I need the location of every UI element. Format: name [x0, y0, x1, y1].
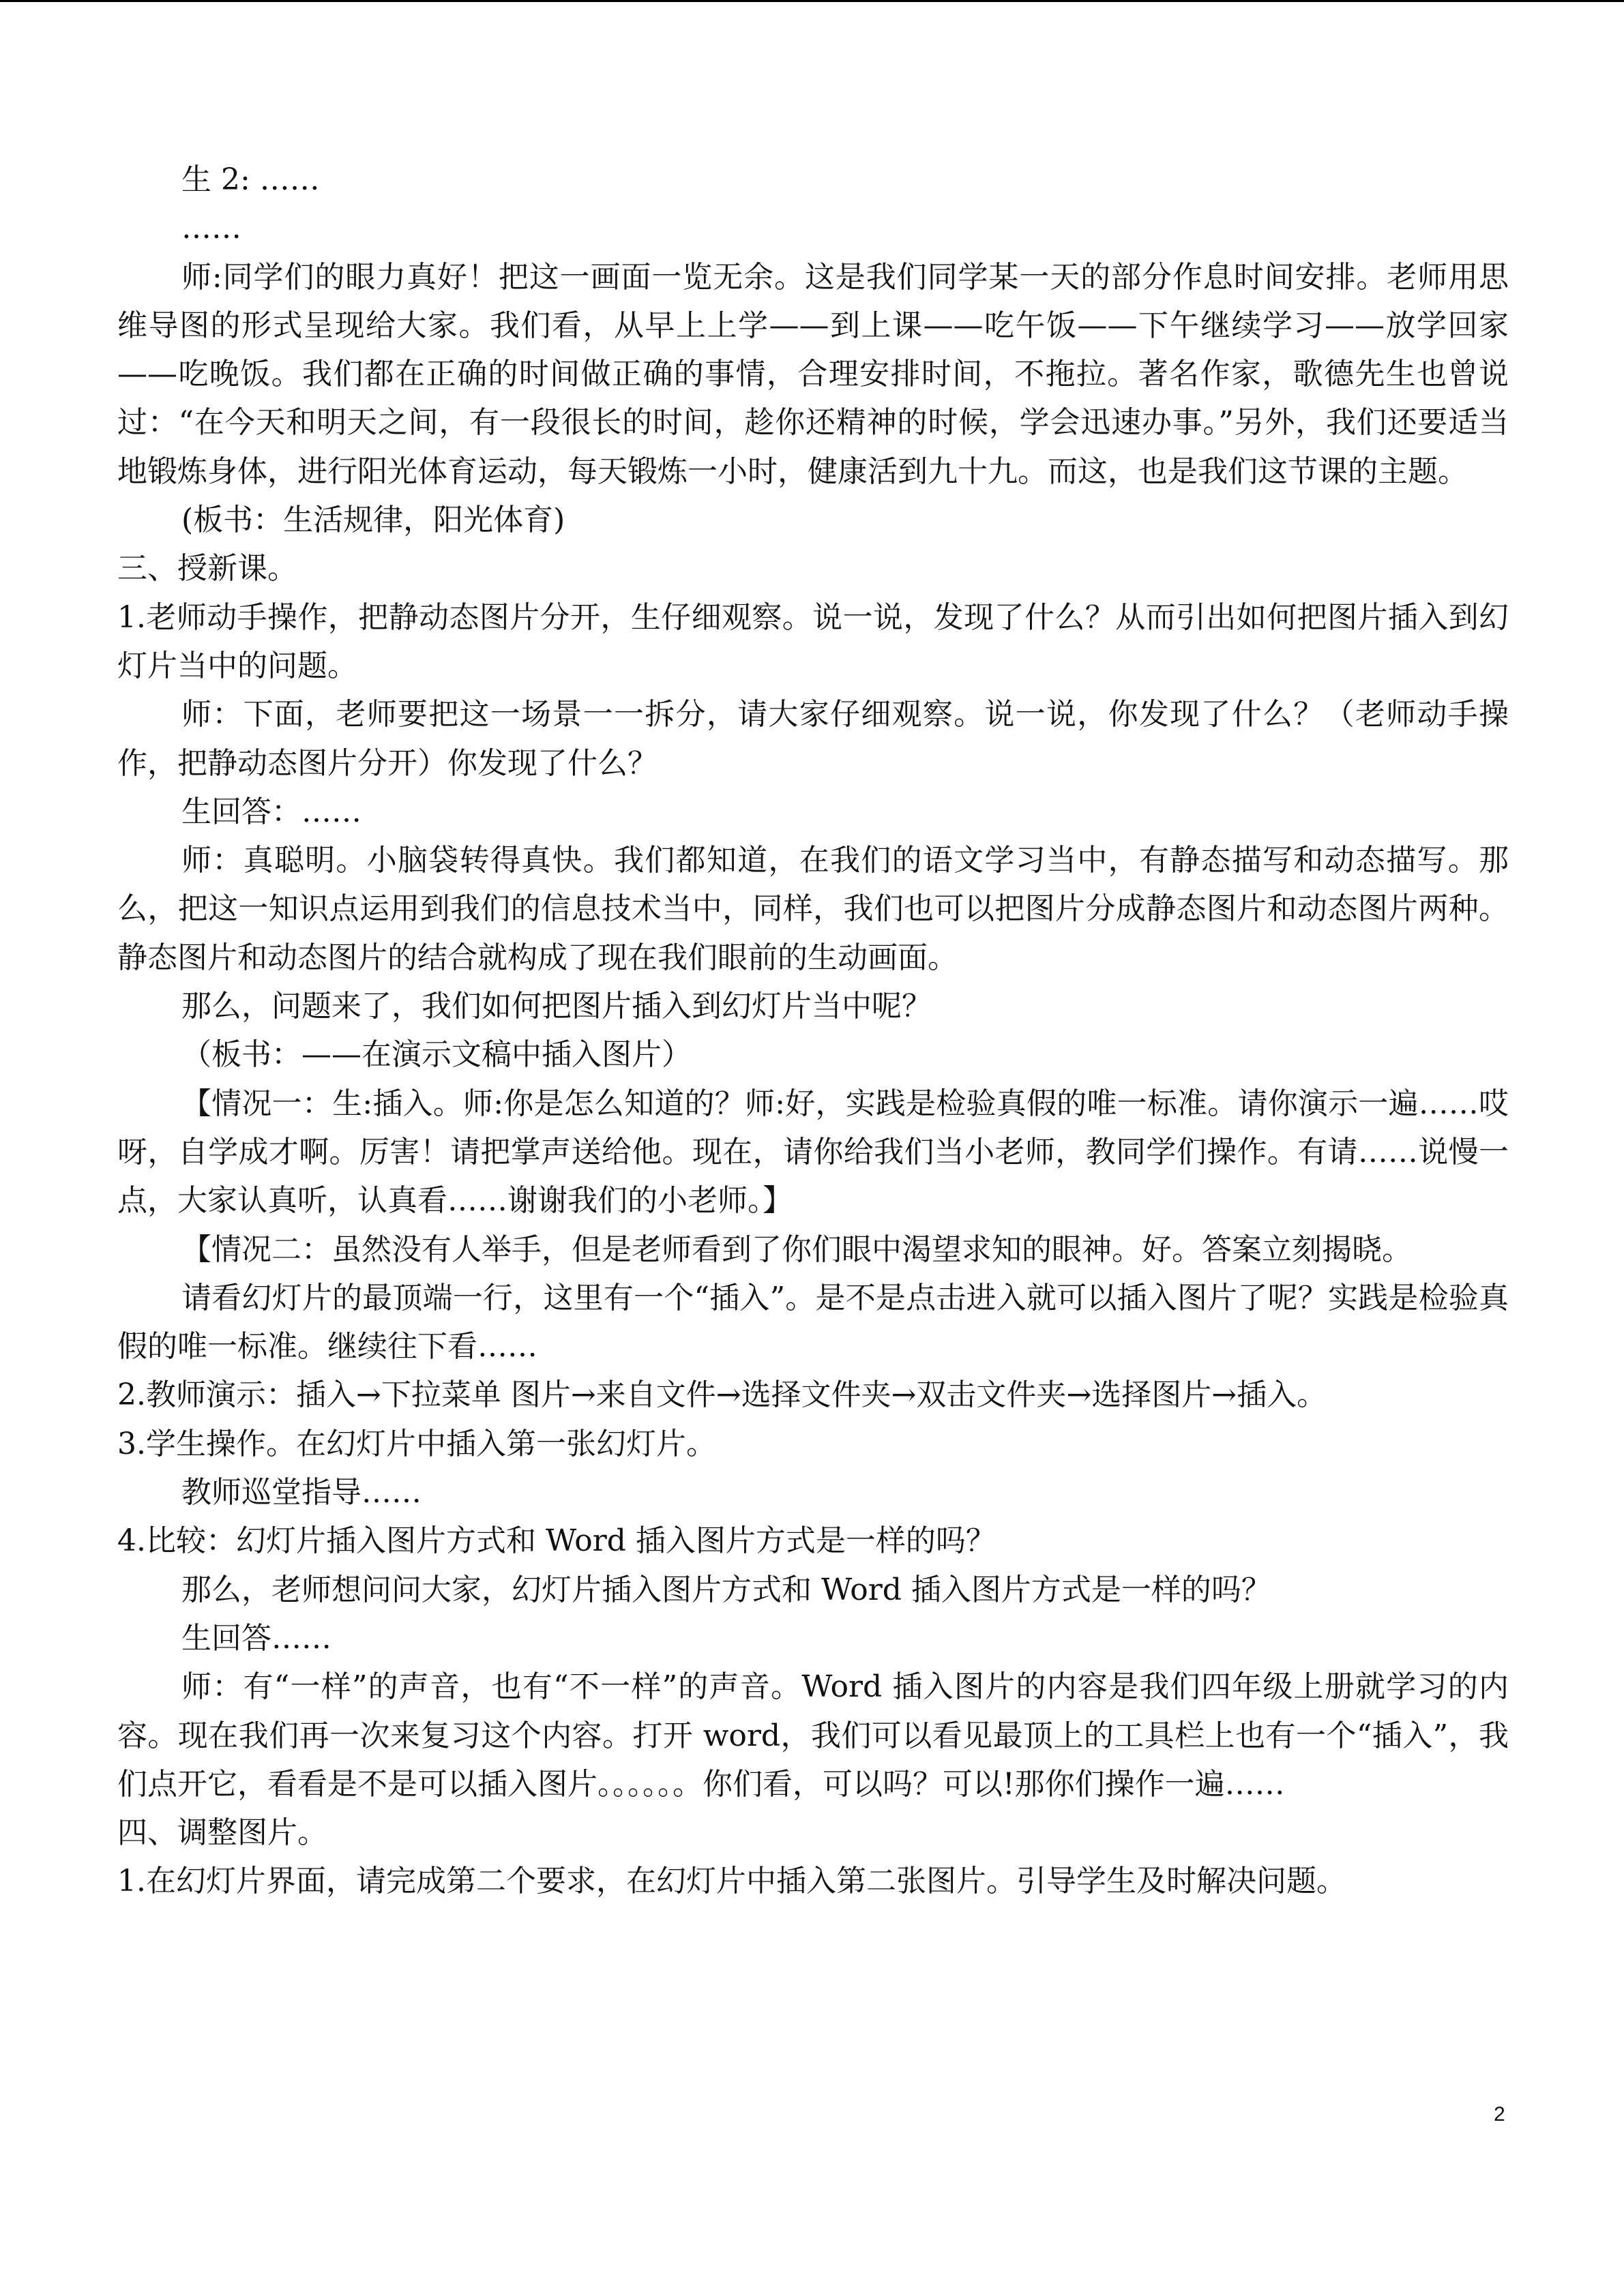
paragraph: 教师巡堂指导……	[181, 1475, 422, 1510]
paragraph: 3.学生操作。在幻灯片中插入第一张幻灯片。	[117, 1426, 716, 1461]
paragraph: 那么，老师想问问大家，幻灯片插入图片方式和 Word 插入图片方式是一样的吗？	[181, 1572, 1271, 1607]
paragraph: 师：有“一样”的声音，也有“不一样”的声音。Word 插入图片的内容是我们四年级上册就学习的内容。现在我们再一次来复习这个内容。打开 word，我们可以看见最顶上的工具栏上也有一个“插入”，我们点开它，看看是不是可以插入图片。。。。。。你们看，可以吗？可以!那你们操作一遍……	[117, 1669, 1509, 1802]
section-heading: 三、授新课。	[117, 551, 297, 586]
paragraph: ……	[181, 211, 241, 246]
page-top-border	[0, 0, 1624, 2]
paragraph: 【情况一：生:插入。师:你是怎么知道的？师:好，实践是检验真假的唯一标准。请你演示一遍……哎呀，自学成才啊。厉害！请把掌声送给他。现在，请你给我们当小老师，教同学们操作。有请……说慢一点，大家认真听，认真看……谢谢我们的小老师。】	[117, 1086, 1509, 1219]
paragraph: 2.教师演示：插入→下拉菜单 图片→来自文件→选择文件夹→双击文件夹→选择图片→插入。	[117, 1377, 1327, 1413]
paragraph: 那么，问题来了，我们如何把图片插入到幻灯片当中呢？	[181, 989, 932, 1024]
paragraph: 生回答：……	[181, 794, 361, 829]
paragraph: 师：真聪明。小脑袋转得真快。我们都知道，在我们的语文学习当中，有静态描写和动态描写。那么，把这一知识点运用到我们的信息技术当中，同样，我们也可以把图片分成静态图片和动态图片两种。静态图片和动态图片的结合就构成了现在我们眼前的生动画面。	[117, 843, 1509, 975]
paragraph: 师：下面，老师要把这一场景一一拆分，请大家仔细观察。说一说，你发现了什么？（老师动手操作，把静动态图片分开）你发现了什么？	[117, 697, 1509, 781]
paragraph: 生 2: ……	[181, 162, 320, 197]
document-body	[117, 155, 1509, 1906]
paragraph: (板书：生活规律，阳光体育)	[181, 503, 565, 538]
paragraph: （板书：——在演示文稿中插入图片）	[181, 1037, 692, 1073]
paragraph: 【情况二：虽然没有人举手，但是老师看到了你们眼中渴望求知的眼神。好。答案立刻揭晓。	[181, 1232, 1412, 1267]
paragraph: 师:同学们的眼力真好！把这一画面一览无余。这是我们同学某一天的部分作息时间安排。老师用思维导图的形式呈现给大家。我们看，从早上上学——到上课——吃午饭——下午继续学习——放学回家——吃晚饭。我们都在正确的时间做正确的事情，合理安排时间，不拖拉。著名作家，歌德先生也曾说过：“在今天和明天之间，有一段很长的时间，趁你还精神的时候，学会迅速办事。”另外，我们还要适当地锻炼身体，进行阳光体育运动，每天锻炼一小时，健康活到九十九。而这，也是我们这节课的主题。	[117, 259, 1509, 489]
paragraph: 4.比较：幻灯片插入图片方式和 Word 插入图片方式是一样的吗？	[117, 1523, 996, 1559]
section-heading: 四、调整图片。	[117, 1815, 327, 1851]
paragraph: 请看幻灯片的最顶端一行，这里有一个“插入”。是不是点击进入就可以插入图片了呢？实践是检验真假的唯一标准。继续往下看……	[117, 1280, 1509, 1365]
paragraph: 1.老师动手操作，把静动态图片分开，生仔细观察。说一说，发现了什么？从而引出如何把图片插入到幻灯片当中的问题。	[117, 599, 1509, 683]
page-number: 2	[1494, 2103, 1505, 2126]
paragraph: 生回答……	[181, 1620, 331, 1656]
paragraph: 1.在幻灯片界面，请完成第二个要求，在幻灯片中插入第二张图片。引导学生及时解决问题。	[117, 1864, 1346, 1899]
